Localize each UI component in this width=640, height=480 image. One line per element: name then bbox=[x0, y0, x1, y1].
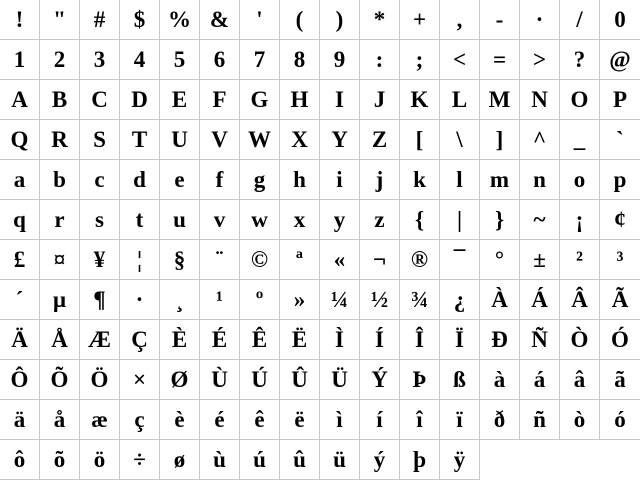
glyph-cell[interactable]: { bbox=[400, 200, 440, 240]
glyph-cell[interactable]: ¤ bbox=[40, 240, 80, 280]
glyph-cell[interactable]: ® bbox=[400, 240, 440, 280]
glyph-cell[interactable]: Â bbox=[560, 280, 600, 320]
glyph-cell[interactable]: 8 bbox=[280, 40, 320, 80]
glyph-cell[interactable]: î bbox=[400, 400, 440, 440]
glyph-cell[interactable]: = bbox=[480, 40, 520, 80]
glyph-cell[interactable]: ( bbox=[280, 0, 320, 40]
glyph-cell[interactable]: q bbox=[0, 200, 40, 240]
glyph-cell[interactable]: J bbox=[360, 80, 400, 120]
glyph-cell[interactable]: W bbox=[240, 120, 280, 160]
glyph-cell[interactable]: Ê bbox=[240, 320, 280, 360]
glyph-cell[interactable]: 2 bbox=[40, 40, 80, 80]
glyph-cell[interactable]: È bbox=[160, 320, 200, 360]
glyph-cell[interactable]: ÿ bbox=[440, 440, 480, 480]
glyph-cell[interactable]: í bbox=[360, 400, 400, 440]
glyph-cell[interactable]: v bbox=[200, 200, 240, 240]
glyph-cell[interactable]: # bbox=[80, 0, 120, 40]
glyph-cell[interactable]: o bbox=[560, 160, 600, 200]
glyph-cell[interactable]: ø bbox=[160, 440, 200, 480]
glyph-cell[interactable]: 6 bbox=[200, 40, 240, 80]
glyph-cell[interactable]: G bbox=[240, 80, 280, 120]
glyph-cell[interactable]: ¡ bbox=[560, 200, 600, 240]
glyph-cell[interactable]: é bbox=[200, 400, 240, 440]
glyph-cell[interactable]: ~ bbox=[520, 200, 560, 240]
glyph-cell[interactable]: Ç bbox=[120, 320, 160, 360]
glyph-cell[interactable]: · bbox=[520, 0, 560, 40]
glyph-cell[interactable]: + bbox=[400, 0, 440, 40]
glyph-cell[interactable]: « bbox=[320, 240, 360, 280]
glyph-cell[interactable]: å bbox=[40, 400, 80, 440]
glyph-cell[interactable]: T bbox=[120, 120, 160, 160]
glyph-cell[interactable]: ¦ bbox=[120, 240, 160, 280]
glyph-cell[interactable]: ù bbox=[200, 440, 240, 480]
glyph-cell[interactable]: Ò bbox=[560, 320, 600, 360]
glyph-cell[interactable]: b bbox=[40, 160, 80, 200]
glyph-cell[interactable]: n bbox=[520, 160, 560, 200]
glyph-cell[interactable]: ' bbox=[240, 0, 280, 40]
glyph-cell[interactable]: ° bbox=[480, 240, 520, 280]
glyph-cell[interactable]: ½ bbox=[360, 280, 400, 320]
glyph-cell[interactable]: h bbox=[280, 160, 320, 200]
glyph-cell[interactable]: < bbox=[440, 40, 480, 80]
glyph-cell[interactable]: i bbox=[320, 160, 360, 200]
glyph-cell[interactable]: N bbox=[520, 80, 560, 120]
glyph-cell[interactable]: Ð bbox=[480, 320, 520, 360]
glyph-cell[interactable]: è bbox=[160, 400, 200, 440]
glyph-cell[interactable]: ² bbox=[560, 240, 600, 280]
glyph-cell[interactable]: ÷ bbox=[120, 440, 160, 480]
glyph-cell[interactable]: ¿ bbox=[440, 280, 480, 320]
glyph-cell[interactable]: Å bbox=[40, 320, 80, 360]
glyph-cell[interactable]: \ bbox=[440, 120, 480, 160]
glyph-cell[interactable]: ¢ bbox=[600, 200, 640, 240]
glyph-cell[interactable]: [ bbox=[400, 120, 440, 160]
glyph-cell[interactable]: 7 bbox=[240, 40, 280, 80]
glyph-cell[interactable]: s bbox=[80, 200, 120, 240]
glyph-cell[interactable]: e bbox=[160, 160, 200, 200]
glyph-cell[interactable]: I bbox=[320, 80, 360, 120]
glyph-cell[interactable]: D bbox=[120, 80, 160, 120]
glyph-cell[interactable]: 3 bbox=[80, 40, 120, 80]
glyph-cell[interactable]: x bbox=[280, 200, 320, 240]
glyph-cell[interactable]: R bbox=[40, 120, 80, 160]
glyph-cell[interactable]: Æ bbox=[80, 320, 120, 360]
glyph-cell[interactable]: ¼ bbox=[320, 280, 360, 320]
glyph-cell-empty bbox=[520, 440, 560, 480]
glyph-cell[interactable]: Z bbox=[360, 120, 400, 160]
glyph-cell[interactable]: w bbox=[240, 200, 280, 240]
glyph-cell[interactable]: d bbox=[120, 160, 160, 200]
glyph-cell[interactable]: Ù bbox=[200, 360, 240, 400]
glyph-cell[interactable]: f bbox=[200, 160, 240, 200]
glyph-cell[interactable]: ä bbox=[0, 400, 40, 440]
glyph-cell[interactable]: L bbox=[440, 80, 480, 120]
glyph-cell[interactable]: B bbox=[40, 80, 80, 120]
glyph-cell[interactable]: ô bbox=[0, 440, 40, 480]
glyph-cell[interactable]: Û bbox=[280, 360, 320, 400]
glyph-cell[interactable]: r bbox=[40, 200, 80, 240]
glyph-cell[interactable]: Y bbox=[320, 120, 360, 160]
glyph-cell[interactable]: k bbox=[400, 160, 440, 200]
glyph-cell[interactable]: ] bbox=[480, 120, 520, 160]
glyph-cell[interactable]: y bbox=[320, 200, 360, 240]
glyph-cell[interactable]: z bbox=[360, 200, 400, 240]
glyph-cell[interactable]: § bbox=[160, 240, 200, 280]
glyph-cell[interactable]: £ bbox=[0, 240, 40, 280]
glyph-cell[interactable]: , bbox=[440, 0, 480, 40]
glyph-cell[interactable]: ì bbox=[320, 400, 360, 440]
glyph-cell[interactable]: ï bbox=[440, 400, 480, 440]
glyph-cell[interactable]: ê bbox=[240, 400, 280, 440]
glyph-cell[interactable]: ¹ bbox=[200, 280, 240, 320]
glyph-cell[interactable]: û bbox=[280, 440, 320, 480]
glyph-cell[interactable]: à bbox=[480, 360, 520, 400]
glyph-cell[interactable]: ? bbox=[560, 40, 600, 80]
glyph-cell[interactable]: 9 bbox=[320, 40, 360, 80]
glyph-cell[interactable]: X bbox=[280, 120, 320, 160]
glyph-cell[interactable]: ç bbox=[120, 400, 160, 440]
glyph-cell[interactable]: ¶ bbox=[80, 280, 120, 320]
glyph-cell[interactable]: t bbox=[120, 200, 160, 240]
glyph-cell[interactable]: Ô bbox=[0, 360, 40, 400]
glyph-cell[interactable]: ³ bbox=[600, 240, 640, 280]
glyph-cell[interactable]: ¥ bbox=[80, 240, 120, 280]
glyph-cell[interactable]: C bbox=[80, 80, 120, 120]
glyph-cell[interactable]: - bbox=[480, 0, 520, 40]
glyph-cell[interactable]: º bbox=[240, 280, 280, 320]
glyph-cell[interactable]: â bbox=[560, 360, 600, 400]
glyph-cell[interactable]: Ñ bbox=[520, 320, 560, 360]
glyph-cell[interactable]: Î bbox=[400, 320, 440, 360]
glyph-cell[interactable]: æ bbox=[80, 400, 120, 440]
glyph-cell[interactable]: Á bbox=[520, 280, 560, 320]
glyph-cell[interactable]: & bbox=[200, 0, 240, 40]
glyph-cell[interactable]: ý bbox=[360, 440, 400, 480]
glyph-cell-empty bbox=[560, 440, 600, 480]
glyph-cell[interactable]: ò bbox=[560, 400, 600, 440]
glyph-cell[interactable]: Q bbox=[0, 120, 40, 160]
glyph-cell[interactable]: Þ bbox=[400, 360, 440, 400]
glyph-cell[interactable]: : bbox=[360, 40, 400, 80]
glyph-cell[interactable]: P bbox=[600, 80, 640, 120]
glyph-cell[interactable]: ß bbox=[440, 360, 480, 400]
glyph-cell[interactable]: _ bbox=[560, 120, 600, 160]
glyph-cell[interactable]: / bbox=[560, 0, 600, 40]
glyph-cell[interactable]: 0 bbox=[600, 0, 640, 40]
glyph-cell[interactable]: Ë bbox=[280, 320, 320, 360]
glyph-cell[interactable]: Ì bbox=[320, 320, 360, 360]
glyph-cell[interactable]: ¸ bbox=[160, 280, 200, 320]
glyph-cell[interactable]: á bbox=[520, 360, 560, 400]
glyph-cell[interactable]: 1 bbox=[0, 40, 40, 80]
glyph-cell[interactable]: M bbox=[480, 80, 520, 120]
glyph-cell[interactable]: @ bbox=[600, 40, 640, 80]
glyph-cell[interactable]: ¾ bbox=[400, 280, 440, 320]
glyph-cell[interactable]: Ø bbox=[160, 360, 200, 400]
glyph-cell[interactable]: Í bbox=[360, 320, 400, 360]
glyph-cell[interactable]: ã bbox=[600, 360, 640, 400]
glyph-cell[interactable]: u bbox=[160, 200, 200, 240]
glyph-cell[interactable]: É bbox=[200, 320, 240, 360]
glyph-cell[interactable]: Ú bbox=[240, 360, 280, 400]
glyph-cell[interactable]: ! bbox=[0, 0, 40, 40]
glyph-cell[interactable]: Ã bbox=[600, 280, 640, 320]
glyph-cell[interactable]: U bbox=[160, 120, 200, 160]
glyph-cell[interactable]: j bbox=[360, 160, 400, 200]
glyph-cell[interactable]: c bbox=[80, 160, 120, 200]
glyph-cell[interactable]: Õ bbox=[40, 360, 80, 400]
glyph-cell[interactable]: l bbox=[440, 160, 480, 200]
glyph-cell[interactable]: ± bbox=[520, 240, 560, 280]
glyph-cell[interactable]: ð bbox=[480, 400, 520, 440]
glyph-cell[interactable]: ª bbox=[280, 240, 320, 280]
glyph-cell[interactable]: E bbox=[160, 80, 200, 120]
glyph-cell[interactable]: ó bbox=[600, 400, 640, 440]
glyph-cell[interactable]: À bbox=[480, 280, 520, 320]
glyph-cell[interactable]: O bbox=[560, 80, 600, 120]
glyph-cell[interactable]: © bbox=[240, 240, 280, 280]
glyph-cell[interactable]: Ö bbox=[80, 360, 120, 400]
glyph-cell[interactable]: * bbox=[360, 0, 400, 40]
glyph-cell[interactable]: õ bbox=[40, 440, 80, 480]
glyph-cell[interactable]: > bbox=[520, 40, 560, 80]
glyph-cell[interactable]: a bbox=[0, 160, 40, 200]
glyph-cell[interactable]: | bbox=[440, 200, 480, 240]
glyph-cell[interactable]: A bbox=[0, 80, 40, 120]
glyph-cell[interactable]: V bbox=[200, 120, 240, 160]
glyph-cell[interactable]: 4 bbox=[120, 40, 160, 80]
glyph-cell[interactable]: ¬ bbox=[360, 240, 400, 280]
glyph-cell[interactable]: × bbox=[120, 360, 160, 400]
glyph-cell[interactable]: K bbox=[400, 80, 440, 120]
glyph-cell[interactable]: ) bbox=[320, 0, 360, 40]
glyph-cell[interactable]: ^ bbox=[520, 120, 560, 160]
glyph-cell[interactable]: Ý bbox=[360, 360, 400, 400]
glyph-cell[interactable]: ö bbox=[80, 440, 120, 480]
glyph-cell[interactable]: · bbox=[120, 280, 160, 320]
glyph-cell[interactable]: þ bbox=[400, 440, 440, 480]
glyph-cell[interactable]: Ü bbox=[320, 360, 360, 400]
glyph-cell[interactable]: ë bbox=[280, 400, 320, 440]
glyph-cell[interactable]: p bbox=[600, 160, 640, 200]
glyph-cell[interactable]: ´ bbox=[0, 280, 40, 320]
glyph-cell-empty bbox=[600, 440, 640, 480]
glyph-cell[interactable]: m bbox=[480, 160, 520, 200]
glyph-cell[interactable]: } bbox=[480, 200, 520, 240]
glyph-cell[interactable]: ¯ bbox=[440, 240, 480, 280]
glyph-cell[interactable]: Ä bbox=[0, 320, 40, 360]
glyph-cell[interactable]: ¨ bbox=[200, 240, 240, 280]
glyph-cell[interactable]: % bbox=[160, 0, 200, 40]
glyph-cell[interactable]: ñ bbox=[520, 400, 560, 440]
glyph-cell[interactable]: µ bbox=[40, 280, 80, 320]
glyph-cell-empty bbox=[480, 440, 520, 480]
glyph-cell[interactable]: ü bbox=[320, 440, 360, 480]
glyph-cell[interactable]: S bbox=[80, 120, 120, 160]
glyph-cell[interactable]: H bbox=[280, 80, 320, 120]
glyph-cell[interactable]: Ó bbox=[600, 320, 640, 360]
glyph-cell[interactable]: ` bbox=[600, 120, 640, 160]
glyph-cell[interactable]: Ï bbox=[440, 320, 480, 360]
glyph-cell[interactable]: g bbox=[240, 160, 280, 200]
glyph-cell[interactable]: F bbox=[200, 80, 240, 120]
glyph-cell[interactable]: " bbox=[40, 0, 80, 40]
glyph-cell[interactable]: ; bbox=[400, 40, 440, 80]
glyph-cell[interactable]: 5 bbox=[160, 40, 200, 80]
glyph-cell[interactable]: » bbox=[280, 280, 320, 320]
glyph-cell[interactable]: $ bbox=[120, 0, 160, 40]
glyph-cell[interactable]: ú bbox=[240, 440, 280, 480]
